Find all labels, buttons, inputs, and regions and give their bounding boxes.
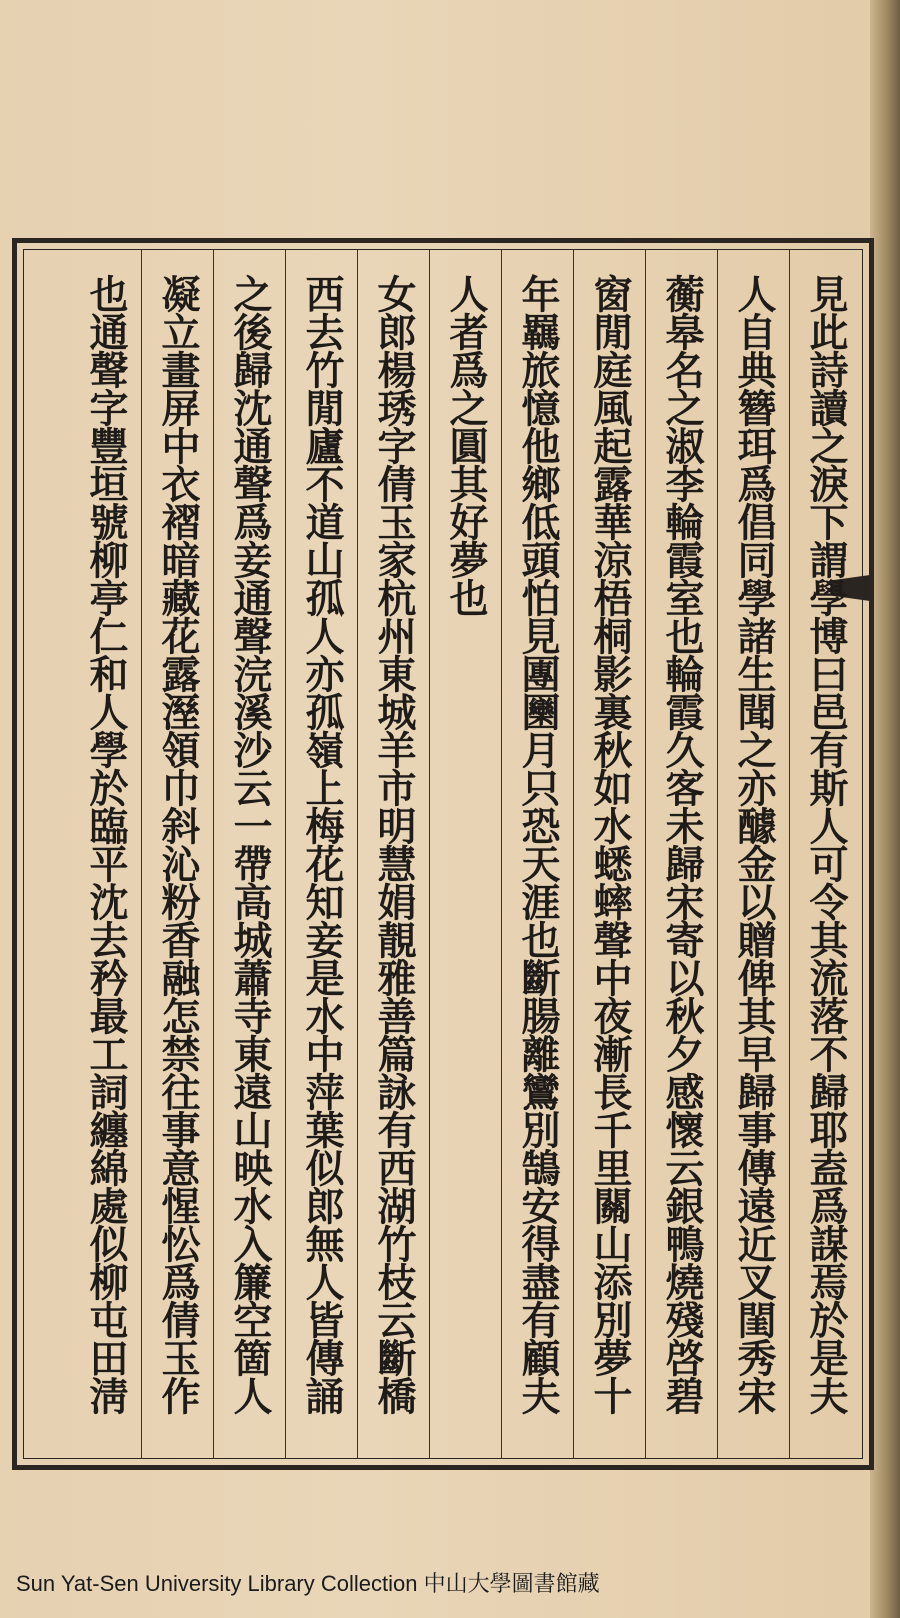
text-column-9: [213, 250, 286, 1458]
column-text: 見此詩讀之淚下謂學博曰邑有斯人可令其流落不歸耶盍爲謀焉於是夫: [803, 274, 849, 1414]
column-text: 凝立畫屏中衣褶暗藏花露溼領巾斜沁粉香融怎禁往事意惺忪爲倩玉作: [155, 274, 201, 1414]
column-text: 窗閒庭風起露華涼梧桐影裏秋如水蟋蟀聲中夜漸長千里關山添別夢十: [587, 274, 633, 1414]
collection-caption: Sun Yat-Sen University Library Collection 中山大學圖書館藏: [16, 1571, 600, 1596]
column-text: 之後歸沈通聲爲妾通聲浣溪沙云一帶高城蕭寺東遠山映水入簾空箇人: [227, 274, 273, 1414]
column-text: 也通聲字豐垣號柳亭仁和人學於臨平沈去矜最工詞纏綿處似柳屯田淸: [83, 274, 129, 1414]
text-column-7: [357, 250, 430, 1458]
column-text: 女郎楊琇字倩玉家杭州東城羊市明慧娟靚雅善篇詠有西湖竹枝云斷橋: [371, 274, 417, 1414]
text-column-10: [141, 250, 214, 1458]
book-spine: [870, 0, 900, 1618]
text-block-frame: [23, 249, 863, 1459]
text-column-6: [429, 250, 502, 1458]
text-column-1: [789, 250, 862, 1458]
column-text: 人者爲之圓其好夢也: [443, 274, 489, 616]
text-column-5: [501, 250, 574, 1458]
text-column-4: [573, 250, 646, 1458]
text-column-8: [285, 250, 358, 1458]
text-column-3: [645, 250, 718, 1458]
column-text: 人自典簪珥爲倡同學諸生聞之亦醵金以贈俾其早歸事傳遠近叉閨秀宋: [731, 274, 777, 1414]
text-column-2: [717, 250, 790, 1458]
column-text: 蘅皋名之淑李輪霞室也輪霞久客未歸宋寄以秋夕感懷云銀鴨燒殘啓碧: [659, 274, 705, 1414]
column-text: 西去竹閒廬不道山孤人亦孤嶺上梅花知妾是水中萍葉似郎無人皆傳誦: [299, 274, 345, 1414]
column-text: 年羈旅憶他鄉低頭怕見團圞月只恐天涯也斷腸離鸞別鵠安得盡有顧夫: [515, 274, 561, 1414]
text-block: [12, 238, 874, 1470]
text-column-11: [70, 250, 142, 1458]
